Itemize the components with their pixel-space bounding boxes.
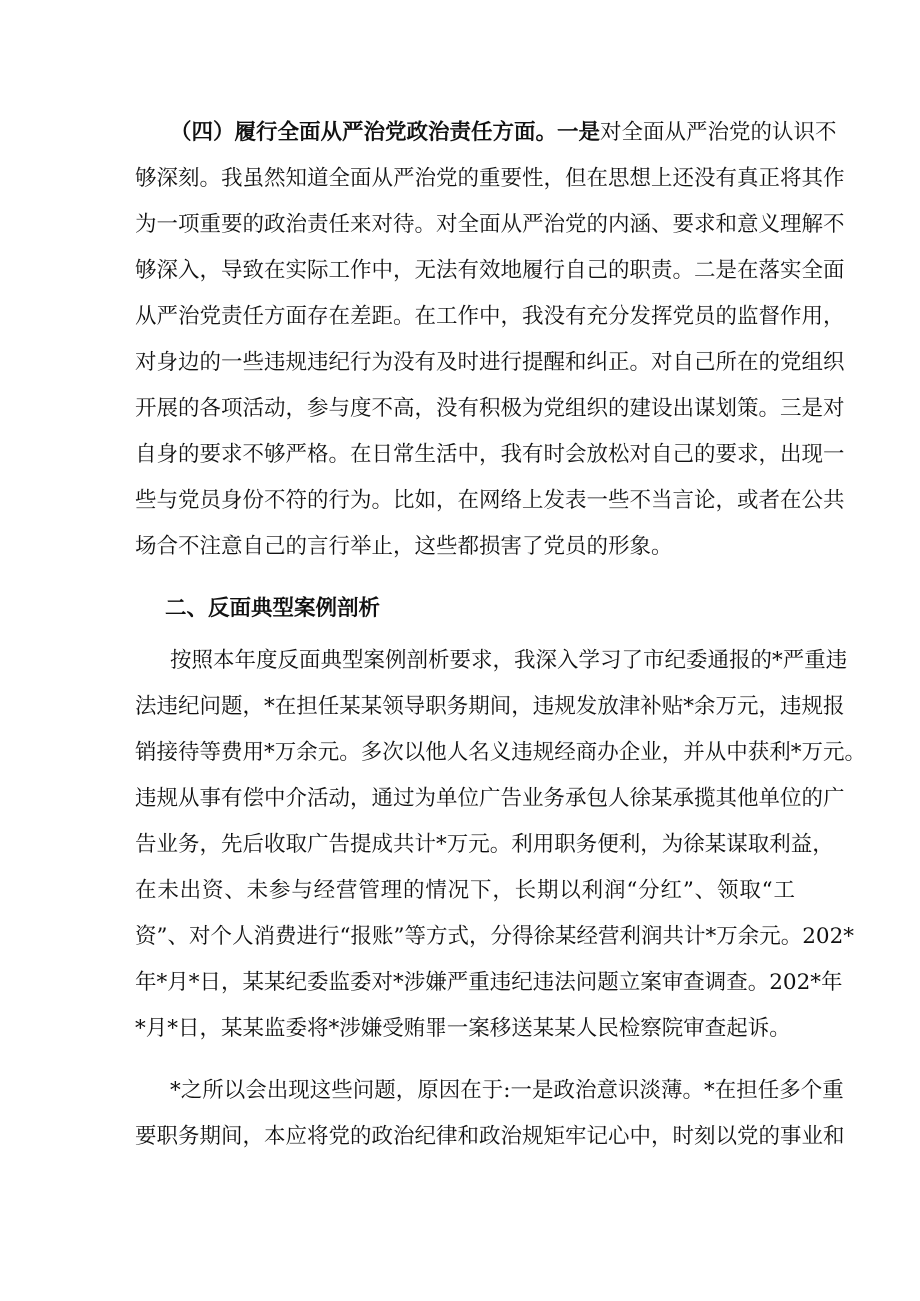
paragraph-line: 为一项重要的政治责任来对待。对全面从严治党的内涵、要求和意义理解不 — [135, 212, 845, 237]
section-two-heading: 二、反面典型案例剖析 — [165, 596, 381, 621]
section-four-title: （四）履行全面从严治党政治责任方面。 — [170, 120, 558, 145]
paragraph-line: 在未出资、未参与经营管理的情况下，长期以利润“分红”、领取“工 — [135, 878, 795, 903]
paragraph-line: 自身的要求不够严格。在日常生活中，我有时会放松对自己的要求，出现一 — [135, 442, 845, 467]
paragraph-line: 开展的各项活动，参与度不高，没有积极为党组织的建设出谋划策。三是对 — [135, 396, 845, 421]
paragraph-line: 年*月*日，某某纪委监委对*涉嫌严重违纪违法问题立案审查调查。202*年 — [135, 970, 843, 995]
paragraph-line: 要职务期间，本应将党的政治纪律和政治规矩牢记心中，时刻以党的事业和 — [135, 1124, 845, 1149]
paragraph-line: 违规从事有偿中介活动，通过为单位广告业务承包人徐某承揽其他单位的广 — [135, 786, 845, 811]
paragraph-line: 法违纪问题，*在担任某某领导职务期间，违规发放津补贴*余万元，违规报 — [135, 694, 845, 719]
paragraph-line: 告业务，先后收取广告提成共计*万元。利用职务便利，为徐某谋取利益， — [135, 832, 834, 857]
paragraph-line: 对身边的一些违规违纪行为没有及时进行提醒和纠正。对自己所在的党组织 — [135, 350, 845, 375]
paragraph-line: *之所以会出现这些问题，原因在于:一是政治意识淡薄。*在担任多个重 — [170, 1078, 844, 1103]
section-four-lead: 一是 — [557, 120, 601, 145]
paragraph-line: 对全面从严治党的认识不 — [600, 120, 837, 145]
paragraph-line: 些与党员身份不符的行为。比如，在网络上发表一些不当言论，或者在公共 — [135, 488, 845, 513]
paragraph-line: 够深入，导致在实际工作中，无法有效地履行自己的职责。二是在落实全面 — [135, 258, 845, 283]
section-four-first-line — [170, 113, 837, 153]
paragraph-line: 场合不注意自己的言行举止，这些都损害了党员的形象。 — [135, 534, 673, 559]
paragraph-line: 够深刻。我虽然知道全面从严治党的重要性，但在思想上还没有真正将其作 — [135, 166, 845, 191]
paragraph-line: *月*日，某某监委将*涉嫌受贿罪一案移送某某人民检察院审查起诉。 — [135, 1016, 791, 1041]
paragraph-line: 销接待等费用*万余元。多次以他人名义违规经商办企业，并从中获利*万元。 — [135, 740, 867, 765]
paragraph-line: 按照本年度反面典型案例剖析要求，我深入学习了市纪委通报的*严重违 — [170, 648, 848, 673]
paragraph-line: 资”、对个人消费进行“报账”等方式，分得徐某经营利润共计*万余元。202* — [135, 924, 855, 949]
paragraph-line: 从严治党责任方面存在差距。在工作中，我没有充分发挥党员的监督作用， — [135, 304, 845, 329]
